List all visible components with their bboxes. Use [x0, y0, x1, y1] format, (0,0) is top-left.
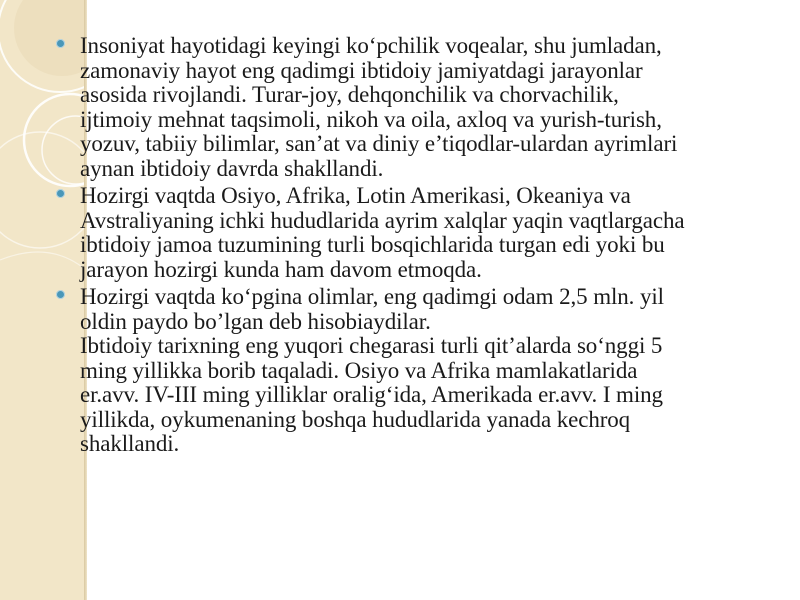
bullet-icon	[56, 39, 65, 48]
text-line: ibtidoiy jamoa tuzumining turli bosqichlarida turgan edi yoki bu	[80, 232, 665, 257]
bullet-item-1	[56, 34, 776, 181]
text-line: Hozirgi vaqtda ko‘pgina olimlar, eng qadimgi odam 2,5 mln. yil	[80, 284, 664, 309]
text-line: Hozirgi vaqtda Osiyo, Afrika, Lotin Amerikasi, Okeaniya va	[80, 183, 631, 208]
text-line: zamonaviy hayot eng qadimgi ibtidoiy jamiyatdagi jarayonlar	[80, 57, 643, 83]
text-line: yillikda, oykumenaning boshqa hududlarida yanada kechroq	[80, 406, 631, 432]
bullet-item-3	[56, 285, 776, 457]
text-line: er.avv. IV-III ming yilliklar oralig‘ida, Amerikada er.avv. I ming	[80, 382, 663, 407]
bullet-icon	[56, 189, 65, 198]
text-line: Avstraliyaning ichki hududlarida ayrim xalqlar yaqin vaqtlargacha	[80, 207, 685, 233]
slide-content	[56, 34, 776, 457]
text-line: ijtimoiy mehnat taqsimoli, nikoh va oila, axloq va yurish-turish,	[80, 106, 662, 132]
text-line: aynan ibtidoiy davrda shakllandi.	[80, 155, 384, 181]
text-line: jarayon hozirgi kunda ham davom etmoqda.	[80, 256, 482, 282]
text-line: ming yillikka borib taqaladi. Osiyo va Afrika mamlakatlarida	[80, 357, 638, 383]
text-line: oldin paydo bo’lgan deb hisobiaydilar.	[80, 308, 431, 334]
bullet-text-1	[80, 34, 776, 181]
text-line: shakllandi.	[80, 431, 180, 456]
text-line: Insoniyat hayotidagi keyingi ko‘pchilik voqealar, shu jumladan,	[80, 33, 662, 58]
bullet-icon	[56, 290, 65, 299]
bullet-text-2	[80, 184, 776, 282]
bullet-text-3	[80, 285, 776, 457]
text-line: asosida rivojlandi. Turar-joy, dehqonchilik va chorvachilik,	[80, 82, 619, 107]
text-line: Ibtidoiy tarixning eng yuqori chegarasi turli qit’alarda so‘nggi 5	[80, 333, 663, 358]
bullet-item-2	[56, 184, 776, 282]
text-line: yozuv, tabiiy bilimlar, san’at va diniy e’tiqodlar-ulardan ayrimlari	[80, 131, 678, 156]
